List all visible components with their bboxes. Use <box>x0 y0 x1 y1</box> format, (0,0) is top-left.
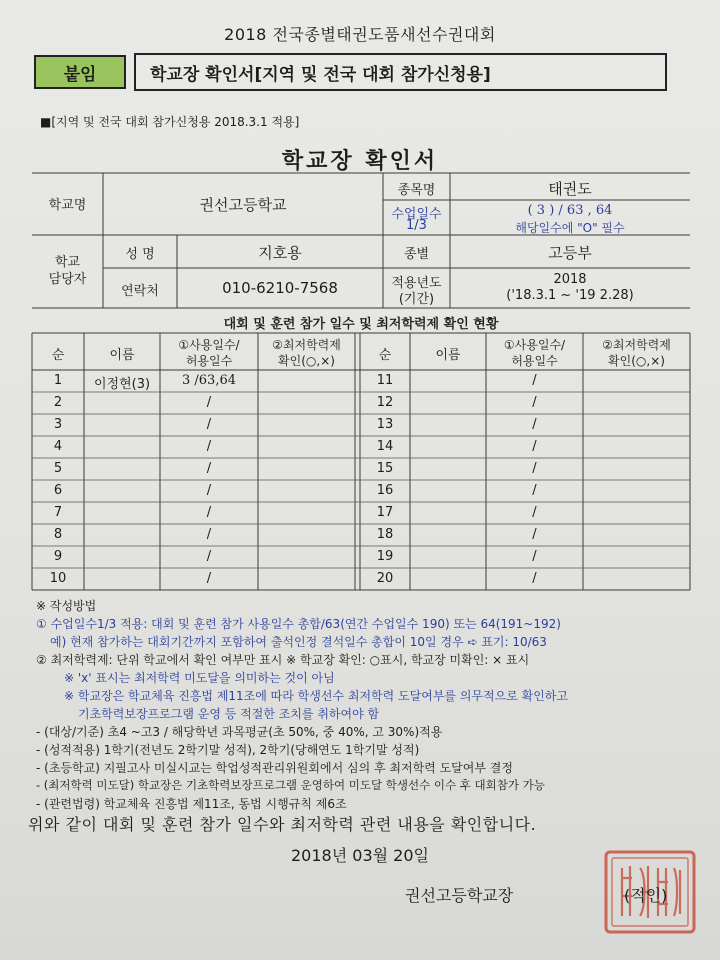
row-days-right: / <box>532 505 537 520</box>
note-2b: ※ 'x' 표시는 최저학력 미도달을 의미하는 것이 아님 <box>64 671 335 685</box>
detail-2: - (성적적용) 1학기(전년도 2학기말 성적), 2학기(당해연도 1학기말 성적) <box>36 743 420 757</box>
division-label: 종별 <box>403 247 430 262</box>
manager-label-1: 학교 <box>54 255 81 270</box>
row-days-right: / <box>532 373 537 388</box>
year-period: ('18.3.1 ~ '19 2.28) <box>506 288 634 303</box>
event-title: 2018 전국종별태권도품새선수권대회 <box>224 25 496 44</box>
sport-label: 종목명 <box>397 183 436 198</box>
seal-label: (직인) <box>624 886 668 905</box>
col-min-2-right: 확인(○,×) <box>608 354 665 368</box>
row-number-right: 11 <box>376 373 394 388</box>
row-days-right: / <box>532 439 537 454</box>
col-min-1-right: ②최저학력제 <box>602 338 671 352</box>
row-number-right: 17 <box>376 505 394 520</box>
note-2d: 기초학력보장프로그램 운영 등 적절한 조치를 취하여야 함 <box>78 707 380 721</box>
row-number: 3 <box>53 417 63 432</box>
row-number-right: 18 <box>376 527 394 542</box>
class-days-value: ( 3 ) / 63 , 64 <box>527 203 613 218</box>
name-label: 성 명 <box>125 247 155 262</box>
row-name: 이정현(3) <box>93 377 151 392</box>
row-number-right: 12 <box>376 395 394 410</box>
attachment-badge: 붙임 <box>34 55 126 89</box>
row-number: 9 <box>53 549 63 564</box>
col-days-2: 허용일수 <box>185 354 233 368</box>
row-number-right: 13 <box>376 417 394 432</box>
form-subline: ■[지역 및 전국 대회 참가신청용 2018.3.1 적용] <box>40 115 300 129</box>
row-days: / <box>206 417 212 432</box>
detail-4: - (최저학력 미도달) 학교장은 기초학력보장프로그램 운영하여 미도달 학생선수 이수 후 대회참가 가능 <box>36 778 545 792</box>
col-name-right: 이름 <box>435 348 461 363</box>
row-number: 1 <box>53 373 63 388</box>
row-days-right: / <box>532 395 537 410</box>
row-days: / <box>206 461 212 476</box>
school-label: 학교명 <box>48 198 87 213</box>
notes-heading: ※ 작성방법 <box>36 599 97 613</box>
row-days: / <box>206 505 212 520</box>
row-number: 2 <box>53 395 63 410</box>
col-name: 이름 <box>109 348 135 363</box>
row-days-right: / <box>532 549 537 564</box>
row-days: / <box>206 549 212 564</box>
status-table-caption: 대회 및 훈련 참가 일수 및 최저학력제 확인 현황 <box>223 317 499 332</box>
row-days-right: / <box>532 417 537 432</box>
school-value: 권선고등학교 <box>199 196 287 214</box>
row-days: / <box>206 395 212 410</box>
row-number-right: 20 <box>376 571 394 586</box>
row-number: 5 <box>53 461 63 476</box>
division-value: 고등부 <box>548 244 592 262</box>
form-title: 학교장 확인서[지역 및 전국 대회 참가신청용] <box>134 53 667 91</box>
row-days-right: / <box>532 483 537 498</box>
row-days-right: / <box>532 461 537 476</box>
col-days-1: ①사용일수/ <box>178 338 240 352</box>
contact-label: 연락처 <box>121 284 159 299</box>
manager-label-2: 담당자 <box>48 272 87 287</box>
col-no-right: 순 <box>378 348 392 363</box>
principal-signature: 권선고등학교장 <box>405 886 514 905</box>
row-days: / <box>206 483 212 498</box>
class-days-label-1: 수업일수 <box>391 207 442 222</box>
note-1a: ① 수업일수1/3 적용: 대회 및 훈련 참가 사용일수 총합/63(연간 수업일수 190) 또는 64(191~192) <box>36 617 561 631</box>
contact-value: 010-6210-7568 <box>222 279 338 297</box>
detail-5: - (관련법령) 학교체육 진흥법 제11조, 동법 시행규칙 제6조 <box>36 797 347 811</box>
note-1b: 예) 현재 참가하는 대회기간까지 포함하여 출석인정 결석일수 총합이 10일 경우 ➪ 표기: 10/63 <box>50 635 547 649</box>
class-days-label-2: 1/3 <box>406 218 427 233</box>
col-no: 순 <box>51 348 65 363</box>
year-label-2: (기간) <box>398 292 435 307</box>
row-number: 6 <box>53 483 63 498</box>
row-number-right: 14 <box>376 439 394 454</box>
row-number-right: 15 <box>376 461 394 476</box>
col-min-2: 확인(○,×) <box>278 354 335 368</box>
row-days: / <box>206 439 212 454</box>
class-days-note: 해당일수에 "O" 필수 <box>515 221 625 235</box>
col-min-1: ②최저학력제 <box>272 338 341 352</box>
row-days-right: / <box>532 527 537 542</box>
confirmation-statement: 위와 같이 대회 및 훈련 참가 일수와 최저학력 관련 내용을 확인합니다. <box>28 815 537 834</box>
row-number-right: 16 <box>376 483 394 498</box>
document-title: 학교장 확인서 <box>281 149 439 174</box>
row-days: / <box>206 571 212 586</box>
note-2a: ② 최저학력제: 단위 학교에서 확인 여부만 표시 ※ 학교장 확인: ○표시, 학교장 미확인: × 표시 <box>36 653 530 667</box>
row-number-right: 19 <box>376 549 394 564</box>
note-2c: ※ 학교장은 학교체육 진흥법 제11조에 따라 학생선수 최저학력 도달여부를 의무적으로 확인하고 <box>64 689 568 703</box>
signature-date: 2018년 03월 20일 <box>291 846 429 865</box>
row-number: 10 <box>49 571 67 586</box>
col-days-2-right: 허용일수 <box>511 354 558 368</box>
row-days: 3 /63,64 <box>182 373 236 388</box>
row-days-right: / <box>532 571 537 586</box>
row-number: 8 <box>53 527 63 542</box>
year-label-1: 적용년도 <box>391 276 442 291</box>
detail-1: - (대상/기준) 초4 ~고3 / 해당학년 과목평균(초 50%, 중 40%, 고 30%)적용 <box>36 725 443 739</box>
row-number: 7 <box>53 505 63 520</box>
name-value: 지호용 <box>258 244 302 262</box>
detail-3: - (초등학교) 지필고사 미실시교는 학업성적관리위원회에서 심의 후 최저학력 도달여부 결정 <box>36 761 513 775</box>
row-days: / <box>206 527 212 542</box>
year-value: 2018 <box>553 272 587 287</box>
row-number: 4 <box>53 439 63 454</box>
col-days-1-right: ①사용일수/ <box>503 338 566 352</box>
sport-value: 태권도 <box>548 180 592 198</box>
